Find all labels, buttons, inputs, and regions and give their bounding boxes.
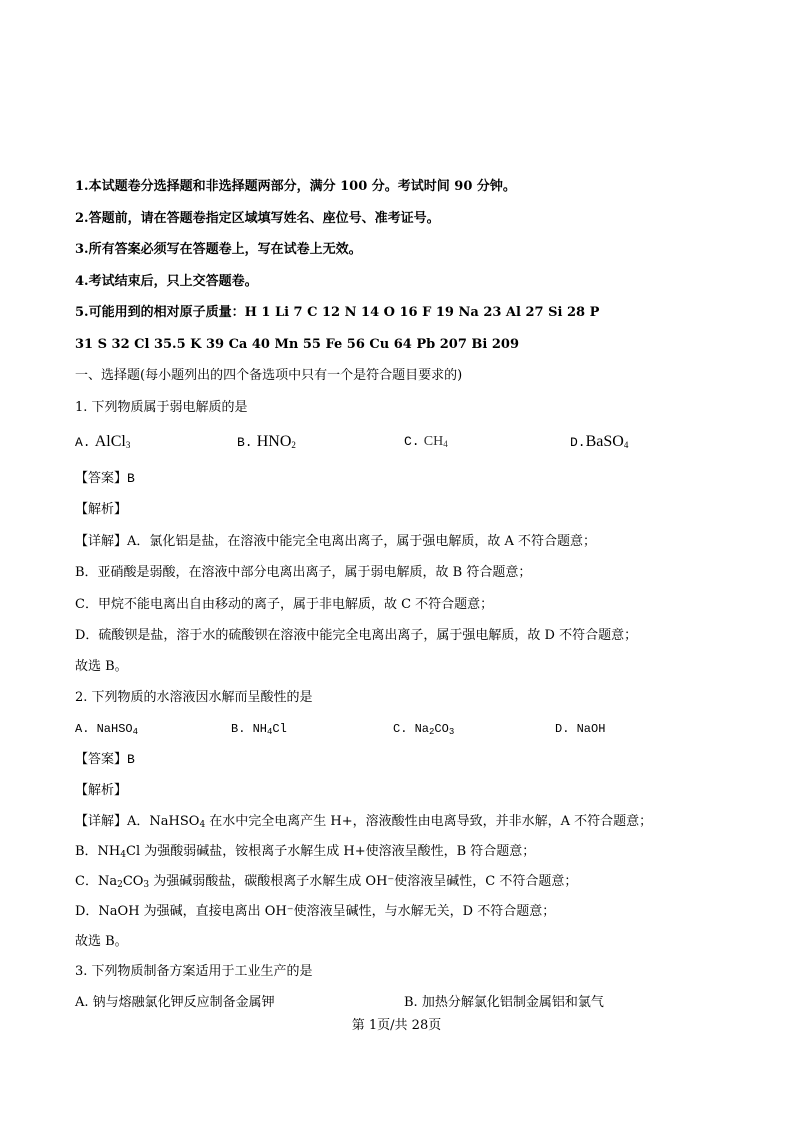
q2-detail-a: 【详解】A．NaHSO$_4$ 在水中完全电离产生 H+，溶液酸性由电离导致，并非水解，A 不符合题意； [75,814,653,830]
instruction-2: 2.答题前，请在答题卷指定区域填写姓名、座位号、准考证号。 [75,211,440,226]
question-1-stem: 1. 下列物质属于弱电解质的是 [75,400,248,415]
q1-detail-a: 【详解】A．氯化铝是盐，在溶液中能完全电离出离子，属于强电解质，故 A 不符合题意； [75,534,597,549]
instruction-1: 1.本试题卷分选择题和非选择题两部分，满分 100 分。考试时间 90 分钟。 [75,179,516,194]
page-footer: 第 1页/共 28页 [351,1018,442,1033]
q1-option-a [75,432,130,453]
q2-option-b: B. $NH_4Cl$ [231,722,287,737]
q1-analysis-tag: 【解析】 [75,502,128,517]
instruction-5: 5.可能用到的相对原子质量：H 1 Li 7 C 12 N 14 O 16 F 19 Na 23 Al 27 Si 28 P [75,305,600,320]
q1-detail-d: D．硫酸钡是盐，溶于水的硫酸钡在溶液中能完全电离出离子，属于强电解质，故 D 不符合题意； [75,628,638,643]
q2-detail-b: B．$NH_4Cl$ 为强酸弱碱盐，铵根离子水解生成 H+使溶液呈酸性，B 符合题意； [75,844,536,860]
formula: AlCl$_3$ [94,433,131,450]
detail-tag: 【详解】 [75,814,128,829]
option-label: D. [570,435,586,450]
answer-value: B [127,752,135,767]
instruction-6: 31 S 32 Cl 35.5 K 39 Ca 40 Mn 55 Fe 56 Cu 64 Pb 207 Bi 209 [75,337,519,352]
question-2-stem: 2. 下列物质的水溶液因水解而呈酸性的是 [75,690,313,705]
q1-option-d [570,432,628,453]
q2-option-c: C. $Na_2CO_3$ [393,722,455,737]
q2-option-d: D. NaOH [555,722,606,736]
q2-conclusion: 故选 B。 [75,934,128,949]
q3-option-b: B. 加热分解氯化铝制金属铝和氯气 [404,995,604,1010]
option-label: A. [75,435,91,450]
instruction-3: 3.所有答案必须写在答题卷上，写在试卷上无效。 [75,242,362,257]
instruction-4: 4.考试结束后，只上交答题卷。 [75,274,258,289]
q2-option-a: A. NaHSO$_4$ [75,722,139,737]
section-title: 一、选择题(每小题列出的四个备选项中只有一个是符合题目要求的) [75,368,463,383]
formula: BaSO$_4$ [585,433,629,450]
q1-answer [75,469,135,489]
q1-detail-b: B．亚硝酸是弱酸，在溶液中部分电离出离子，属于弱电解质，故 B 符合题意； [75,565,532,580]
q2-detail-d: D．NaOH 为强碱，直接电离出 OH⁻使溶液呈碱性，与水解无关，D 不符合题意； [75,904,556,919]
answer-tag: 【答案】 [75,752,128,767]
detail-tag: 【详解】 [75,534,128,549]
question-3-stem: 3. 下列物质制备方案适用于工业生产的是 [75,964,313,979]
q1-conclusion: 故选 B。 [75,659,128,674]
q2-detail-c: C．$Na_2CO_3$ 为强碱弱酸盐，碳酸根离子水解生成 OH⁻使溶液呈碱性，C 不符合题意； [75,874,578,890]
q2-analysis-tag: 【解析】 [75,783,128,798]
answer-tag: 【答案】 [75,471,128,486]
formula: $CH_4$ [423,434,448,449]
formula: $HNO_2$ [256,433,296,450]
q2-answer [75,750,135,770]
q1-option-c [404,432,448,452]
option-label: C. [404,434,420,449]
option-label: B. [237,435,253,450]
answer-value: B [127,471,135,486]
q1-option-b [237,432,296,453]
q3-option-a: A. 钠与熔融氯化钾反应制备金属钾 [75,995,275,1010]
q1-detail-c: C．甲烷不能电离出自由移动的离子，属于非电解质，故 C 不符合题意； [75,597,494,612]
